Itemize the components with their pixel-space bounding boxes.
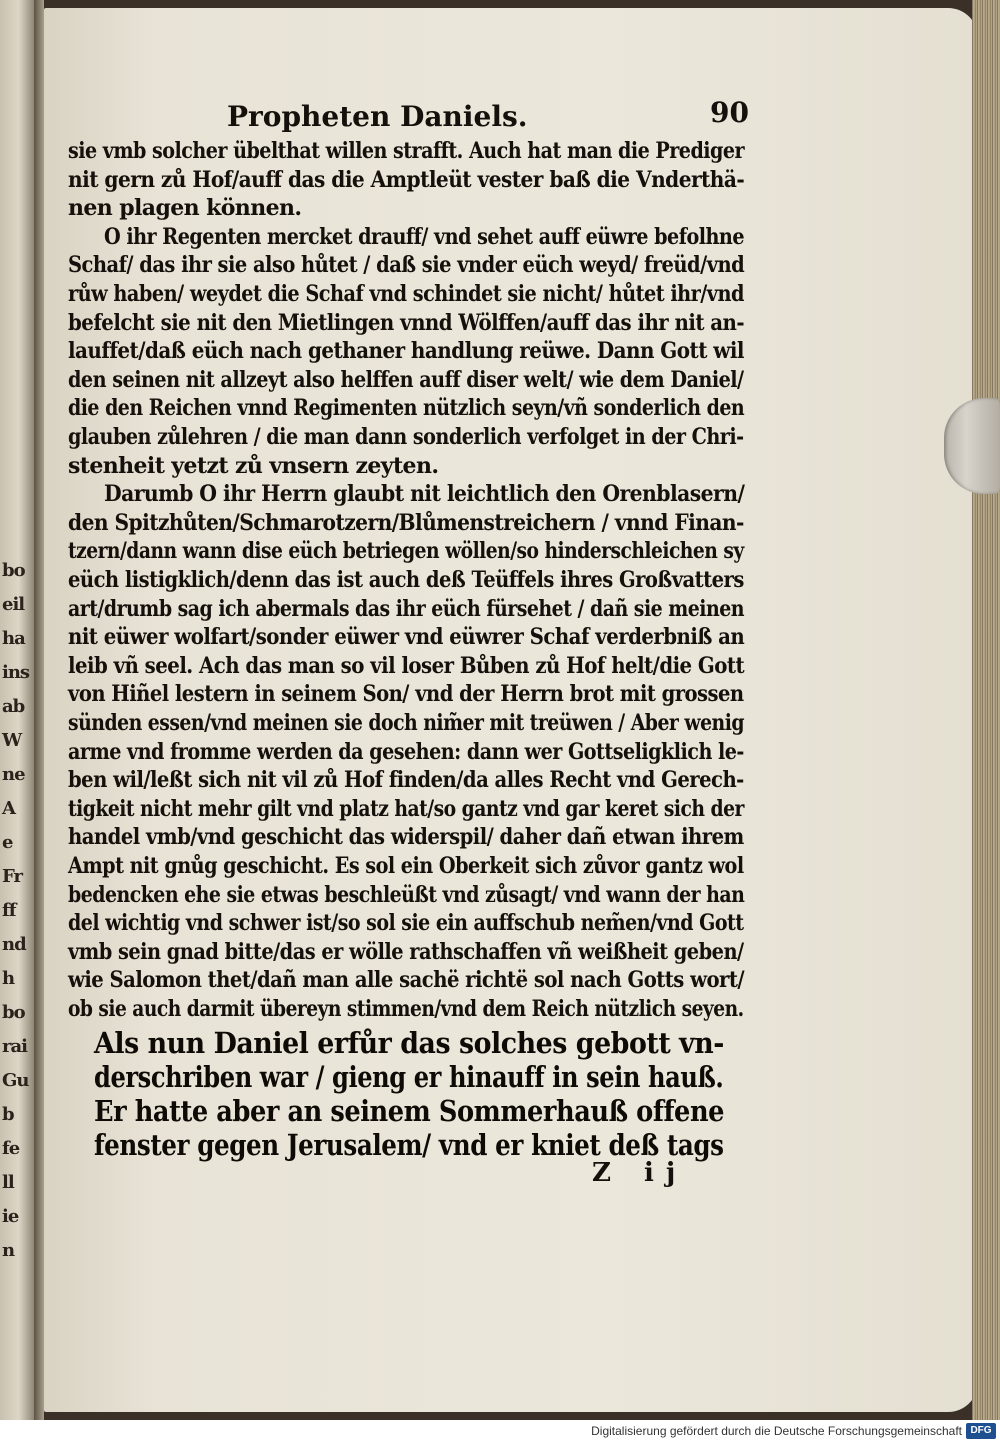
text-line: tigkeit nicht mehr gilt vnd platz hat/so gantz vnd gar keret sich der: [68, 795, 744, 822]
text-line: sünden essen/vnd meinen sie doch nim̃er mit treüwen / Aber wenig: [68, 710, 745, 736]
text-line: wie Salomon thet/dañ man alle sachë richtë sol nach Gotts wort/: [68, 967, 744, 994]
text-line: sie vmb solcher übelthat willen strafft. Auch hat man die Prediger: [68, 138, 745, 164]
facing-page-fragment: Fr: [2, 866, 22, 887]
text-line: ob sie auch darmit übereyn stimmen/vnd dem Reich nützlich seyen.: [68, 996, 744, 1022]
scripture-line: Er hatte aber an seinem Sommerhauß offene: [94, 1094, 725, 1128]
facing-page-fragment: ha: [2, 628, 25, 649]
text-line: die den Reichen vnnd Regimenten nützlich seyn/vñ sonderlich den: [68, 395, 745, 422]
facing-page-fragment: W: [2, 730, 22, 751]
text-line: den seinen nit allzeyt also helffen auff diser welt/ wie dem Daniel/: [68, 366, 744, 393]
facing-page-fragment: e: [2, 832, 13, 853]
text-line: handel vmb/vnd geschicht das widerspil/ daher dañ etwan ihrem: [68, 824, 744, 851]
scripture-line: derschriben war / gieng er hinauff in sein hauß.: [94, 1060, 724, 1094]
text-line: art/drumb sag ich abermals das ihr eüch fürsehet / dañ sie meinen: [68, 595, 745, 622]
book-clamp: [944, 398, 1000, 494]
text-line: O ihr Regenten mercket drauff/ vnd sehet auff eüwre befolhne: [104, 223, 745, 250]
text-line: befelcht sie nit den Mietlingen vnnd Wölffen/auff das ihr nit an-: [68, 309, 745, 336]
text-line: von Hiñel lestern in seinem Son/ vnd der Herrn brot mit grossen: [68, 681, 744, 708]
text-line: Darumb O ihr Herrn glaubt nit leichtlich den Orenblasern/: [104, 481, 745, 508]
facing-page-fragment: nd: [2, 934, 26, 955]
text-line: vmb sein gnad bitte/das er wölle rathschaffen vñ weißheit geben/: [68, 938, 744, 965]
facing-page-fragment: bo: [2, 560, 25, 581]
text-line: den Spitzhůten/Schmarotzern/Blůmenstreichern / vnnd Finan-: [68, 509, 744, 536]
facing-page-fragment: bo: [2, 1002, 25, 1023]
page-number: 90: [710, 96, 749, 129]
book-page: [44, 8, 978, 1412]
facing-page-fragment: ins: [2, 662, 30, 683]
text-line: del wichtig vnd schwer ist/so sol sie ein auffschub nem̃en/vnd Gott: [68, 910, 744, 937]
facing-page-fragment: ll: [2, 1172, 14, 1193]
text-line: bedencken ehe sie etwas beschleüßt vnd zůsagt/ vnd wann der han: [68, 881, 745, 908]
facing-page-fragment: h: [2, 968, 15, 989]
scripture-line: Als nun Daniel erfůr das solches gebott vn-: [94, 1026, 724, 1060]
text-line: lauffet/daß eüch nach gethaner handlung reüwe. Dann Gott wil: [68, 338, 744, 365]
funding-credit: Digitalisierung gefördert durch die Deutsche Forschungsgemeinschaft: [591, 1424, 962, 1438]
book-gutter: [34, 0, 44, 1420]
facing-page-fragment: ff: [2, 900, 16, 921]
facing-page-fragment: ne: [2, 764, 25, 785]
text-line: tzern/dann wann dise eüch betriegen wöllen/so hinderschleichen sy: [68, 538, 744, 565]
facing-page-fragment: Gu: [2, 1070, 29, 1091]
facing-page-fragment: fe: [2, 1138, 20, 1159]
text-line: nit eüwer wolfart/sonder eüwer vnd eüwrer Schaf verderbniß an: [68, 624, 745, 651]
facing-page-fragment: ie: [2, 1206, 19, 1227]
signature-mark: Z ij: [592, 1158, 688, 1188]
text-line: stenheit yetzt zů vnsern zeyten.: [68, 452, 439, 479]
facing-page-fragment: eil: [2, 594, 25, 615]
text-line: ben wil/leßt sich nit vil zů Hof finden/da alles Recht vnd Gerech-: [68, 767, 744, 794]
text-line: Ampt nit gnůg geschicht. Es sol ein Oberkeit sich zůvor gantz wol: [68, 853, 744, 879]
text-line: růw haben/ weydet die Schaf vnd schindet sie nicht/ hůtet ihr/vnd: [68, 281, 744, 307]
facing-page-fragment: ab: [2, 696, 25, 717]
facing-page-fragment: b: [2, 1104, 14, 1125]
facing-page-edge: [0, 0, 34, 1420]
dfg-logo: DFG: [966, 1423, 996, 1439]
text-line: leib vñ seel. Ach das man so vil loser Bůben zů Hof helt/die Gott: [68, 652, 745, 679]
scripture-line: fenster gegen Jerusalem/ vnd er kniet deß tags: [94, 1128, 724, 1162]
text-line: arme vnd fromme werden da gesehen: dann wer Gottseligklich le-: [68, 738, 744, 765]
footer-bar: [0, 1420, 1000, 1445]
text-line: eüch listigklich/denn das ist auch deß Teüffels ihres Großvatters: [68, 567, 744, 593]
text-line: Schaf/ das ihr sie also hůtet / daß sie vnder eüch weyd/ freüd/vnd: [68, 252, 745, 279]
running-header: Propheten Daniels.: [227, 100, 528, 133]
text-line: nit gern zů Hof/auff das die Amptleüt vester baß die Vnderthä-: [68, 166, 745, 193]
facing-page-fragment: n: [2, 1240, 15, 1261]
text-line: nen plagen können.: [68, 195, 302, 222]
text-line: glauben zůlehren / die man dann sonderlich verfolget in der Chri-: [68, 424, 744, 450]
page-edges: [972, 0, 1000, 1420]
facing-page-fragment: A: [2, 798, 15, 819]
facing-page-fragment: rai: [2, 1036, 27, 1057]
